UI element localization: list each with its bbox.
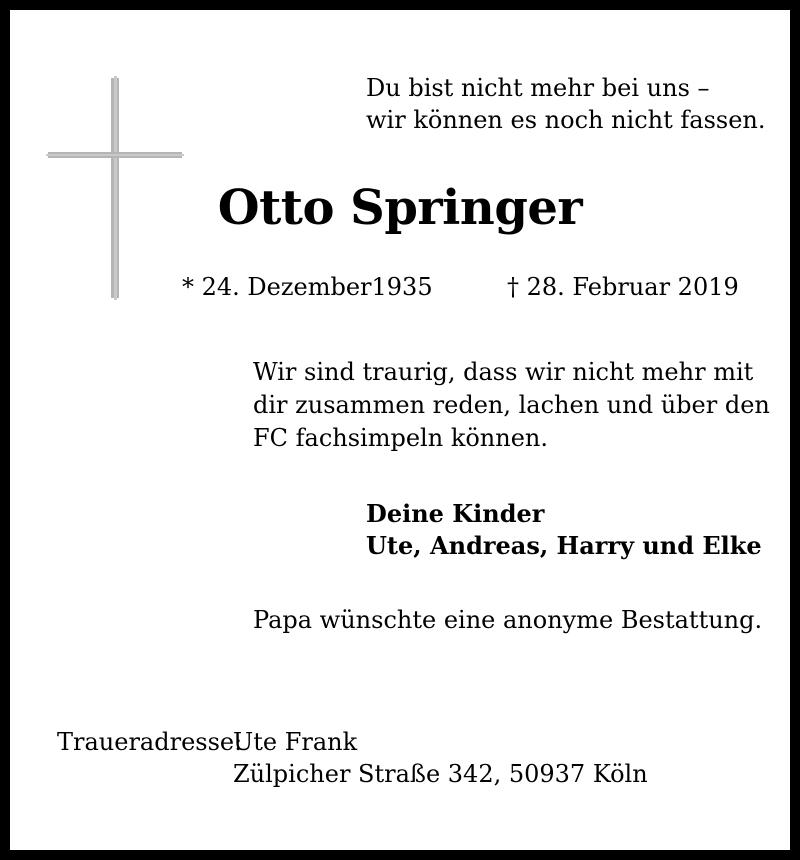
message-line: FC fachsimpeln können. <box>253 424 549 452</box>
signature <box>366 498 762 562</box>
burial-note: Papa wünschte eine anonyme Bestattung. <box>253 606 763 634</box>
deceased-name: Otto Springer <box>217 180 583 236</box>
message-line: dir zusammen reden, lachen und über den <box>253 391 770 419</box>
motto-text <box>366 72 766 136</box>
address-line: Zülpicher Straße 342, 50937 Köln <box>233 760 648 788</box>
signature-line: Ute, Andreas, Harry und Elke <box>366 531 762 560</box>
mourning-message <box>253 356 770 455</box>
mourning-address <box>233 726 648 790</box>
message-line: Wir sind traurig, dass wir nicht mehr mit <box>253 358 754 386</box>
address-line: Ute Frank <box>233 728 358 756</box>
death-date: † 28. Februar 2019 <box>507 273 739 301</box>
address-label: Traueradresse: <box>57 728 243 756</box>
signature-line: Deine Kinder <box>366 499 545 528</box>
motto-line: Du bist nicht mehr bei uns – <box>366 74 710 102</box>
motto-line: wir können es noch nicht fassen. <box>366 106 766 134</box>
birth-date: * 24. Dezember1935 <box>182 273 433 301</box>
